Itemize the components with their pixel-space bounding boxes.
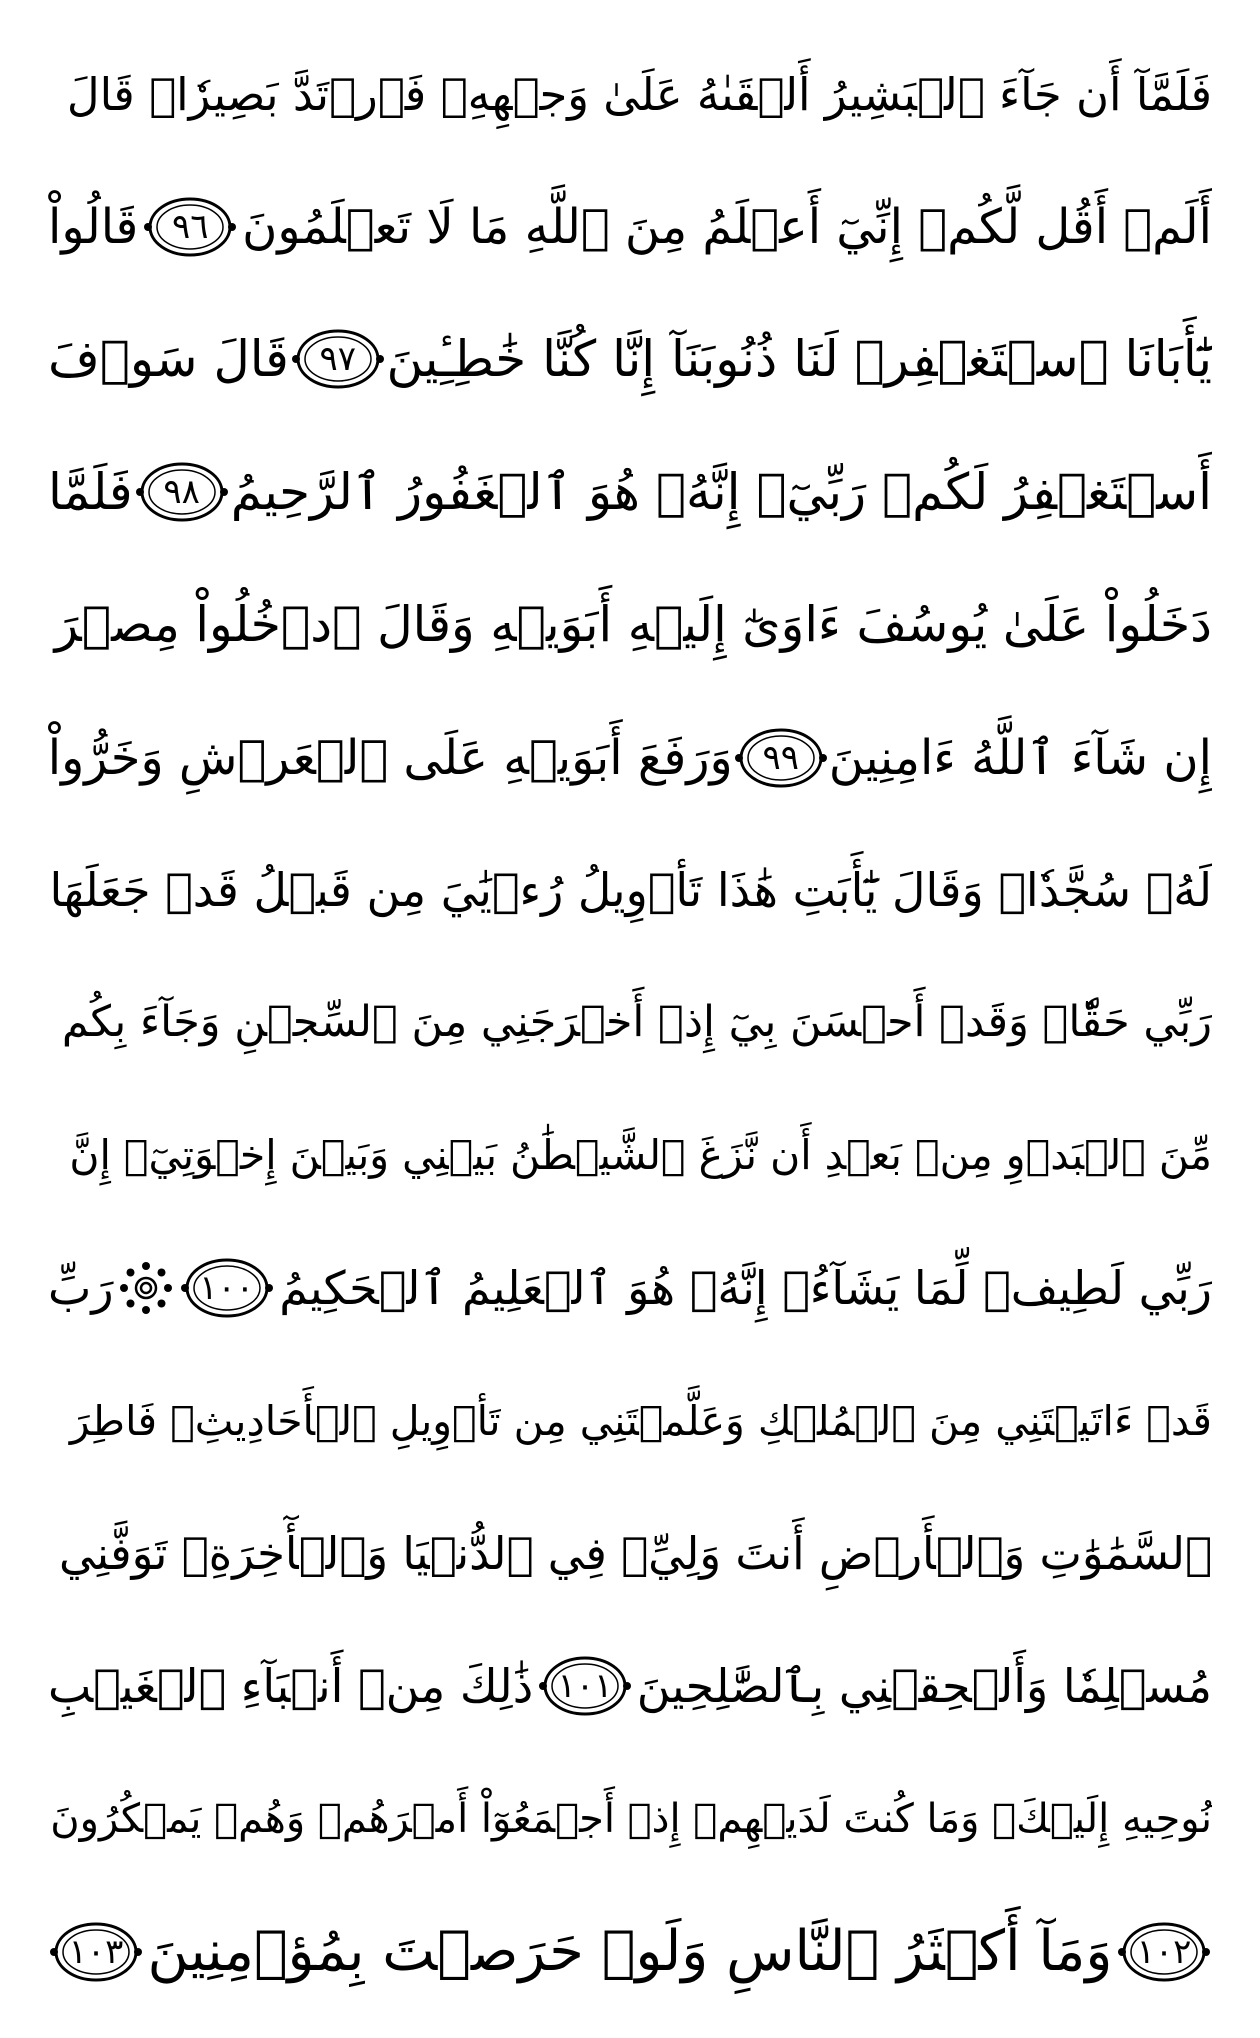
- text-line-4: [48, 426, 1212, 558]
- line-9-text: مِّنَ ٱلۡبَدۡوِ مِنۢ بَعۡدِ أَن نَّزَغَ ٱلشَّيۡطَٰنُ بَيۡنِي وَبَيۡنَ إِخۡوَتِيٓۚ إِنَّ: [69, 1131, 1212, 1180]
- line-13-text-b: ذَٰلِكَ مِنۡ أَنۢبَآءِ ٱلۡغَيۡبِ: [48, 1659, 534, 1714]
- ayah-number: ١٠١: [557, 1666, 613, 1707]
- text-line-15: [48, 1886, 1212, 2018]
- text-line-6: [48, 692, 1212, 824]
- ayah-marker-99: [733, 722, 829, 794]
- line-6-text-a: إِن شَآءَ ٱللَّهُ ءَامِنِينَ: [828, 729, 1212, 786]
- ayah-number: ١٠٢: [1136, 1931, 1192, 1972]
- ayah-number: ١٠٣: [68, 1931, 124, 1972]
- line-6-text-b: وَرَفَعَ أَبَوَيۡهِ عَلَى ٱلۡعَرۡشِ وَخَرُّواْ: [48, 729, 733, 786]
- ayah-number: ٩٩: [762, 737, 799, 778]
- ayah-marker-100: [179, 1252, 275, 1324]
- ayah-marker-98: [134, 456, 230, 528]
- line-4-text-b: فَلَمَّا: [48, 463, 133, 522]
- line-13-text-a: مُسۡلِمٗا وَأَلۡحِقۡنِي بِٱلصَّٰلِحِينَ: [636, 1659, 1212, 1714]
- line-5-text: دَخَلُواْ عَلَىٰ يُوسُفَ ءَاوَىٰٓ إِلَيۡهِ أَبَوَيۡهِ وَقَالَ ٱدۡخُلُواْ مِصۡرَ: [54, 596, 1212, 654]
- text-lines: [48, 28, 1212, 2018]
- line-10-text-b: رَبِّ: [48, 1261, 114, 1316]
- text-line-14: [48, 1753, 1212, 1885]
- text-line-13: [48, 1620, 1212, 1752]
- text-line-3: [48, 293, 1212, 425]
- text-line-1: [48, 28, 1212, 160]
- line-12-text: ٱلسَّمَٰوَٰتِ وَٱلۡأَرۡضِ أَنتَ وَلِيِّۦ فِي ٱلدُّنۡيَا وَٱلۡأٓخِرَةِۖ تَوَفَّنِي: [58, 1527, 1212, 1581]
- line-14-text: نُوحِيهِ إِلَيۡكَۖ وَمَا كُنتَ لَدَيۡهِمۡ إِذۡ أَجۡمَعُوٓاْ أَمۡرَهُمۡ وَهُمۡ يَمۡكُرُونَ: [50, 1796, 1212, 1843]
- hizb-marker: [118, 1260, 174, 1316]
- ayah-number: ٩٧: [319, 339, 356, 380]
- text-line-10: [48, 1222, 1212, 1354]
- text-line-5: [48, 559, 1212, 691]
- text-line-9: [48, 1090, 1212, 1222]
- line-11-text: قَدۡ ءَاتَيۡتَنِي مِنَ ٱلۡمُلۡكِ وَعَلَّمۡتَنِي مِن تَأۡوِيلِ ٱلۡأَحَادِيثِۚ فَاطِرَ: [69, 1396, 1212, 1445]
- text-line-11: [48, 1355, 1212, 1487]
- text-line-12: [48, 1488, 1212, 1620]
- line-8-text: رَبِّي حَقّٗاۖ وَقَدۡ أَحۡسَنَ بِيٓ إِذۡ أَخۡرَجَنِي مِنَ ٱلسِّجۡنِ وَجَآءَ بِكُم: [61, 997, 1212, 1048]
- ayah-number: ٩٦: [171, 206, 209, 247]
- line-2-text-b: قَالُواْ: [48, 198, 139, 255]
- ayah-number: ١٠٠: [199, 1268, 255, 1309]
- line-15-text: وَمَآ أَكۡثَرُ ٱلنَّاسِ وَلَوۡ حَرَصۡتَ بِمُؤۡمِنِينَ: [147, 1918, 1113, 1984]
- ayah-marker-96: [142, 191, 238, 263]
- line-3-text-a: يَٰٓأَبَانَا ٱسۡتَغۡفِرۡ لَنَا ذُنُوبَنَآ إِنَّا كُنَّا خَٰطِـِٔينَ: [386, 330, 1212, 389]
- line-3-text-b: قَالَ سَوۡفَ: [48, 330, 289, 389]
- line-7-text: لَهُۥ سُجَّدٗاۖ وَقَالَ يَٰٓأَبَتِ هَٰذَا تَأۡوِيلُ رُءۡيَٰيَ مِن قَبۡلُ قَدۡ جَعَلَهَا: [49, 863, 1212, 918]
- ayah-marker-102: [1116, 1916, 1212, 1988]
- text-line-8: [48, 957, 1212, 1089]
- text-line-2: [48, 161, 1212, 293]
- line-1-text: فَلَمَّآ أَن جَآءَ ٱلۡبَشِيرُ أَلۡقَىٰهُ عَلَىٰ وَجۡهِهِۦ فَٱرۡتَدَّ بَصِيرٗاۖ قَالَ: [66, 67, 1212, 121]
- ayah-number: ٩٨: [163, 472, 200, 513]
- line-2-text-a: أَلَمۡ أَقُل لَّكُمۡ إِنِّيٓ أَعۡلَمُ مِنَ ٱللَّهِ مَا لَا تَعۡلَمُونَ: [242, 198, 1212, 255]
- line-10-text-a: رَبِّي لَطِيفٞ لِّمَا يَشَآءُۚ إِنَّهُۥ هُوَ ٱلۡعَلِيمُ ٱلۡحَكِيمُ: [279, 1261, 1212, 1316]
- ayah-marker-103: [48, 1916, 144, 1988]
- ayah-marker-97: [290, 323, 386, 395]
- ayah-marker-101: [537, 1650, 633, 1722]
- line-4-text-a: أَسۡتَغۡفِرُ لَكُمۡ رَبِّيٓۖ إِنَّهُۥ هُوَ ٱلۡغَفُورُ ٱلرَّحِيمُ: [230, 463, 1212, 522]
- text-line-7: [48, 824, 1212, 956]
- hizb-star-icon: [118, 1260, 174, 1316]
